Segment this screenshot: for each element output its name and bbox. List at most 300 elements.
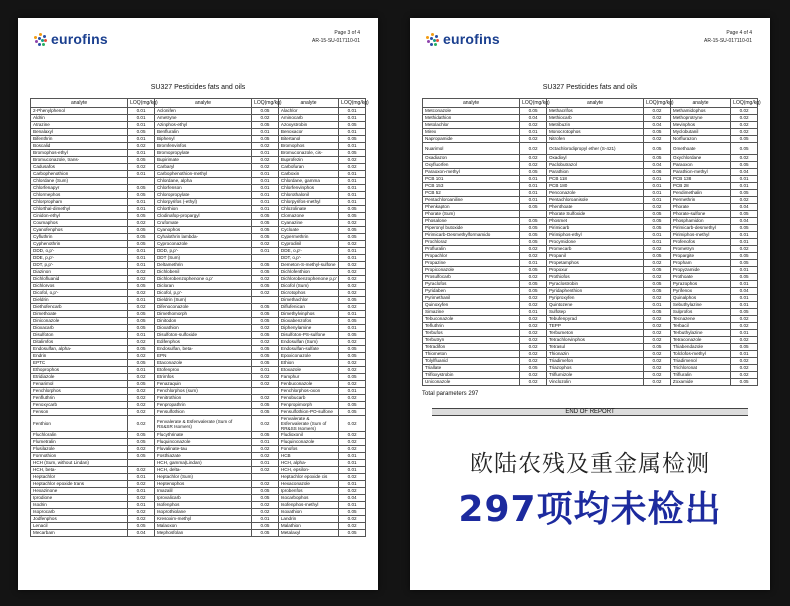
loq-cell: 0.05: [520, 239, 547, 246]
analyte-cell: Methacrifos: [546, 108, 643, 115]
analyte-cell: Chlorothalonil: [278, 192, 338, 199]
loq-cell: 0.02: [520, 253, 547, 260]
table-row: [31, 530, 366, 537]
table-row: [423, 351, 758, 358]
analyte-cell: Procymidone: [546, 239, 643, 246]
analyte-cell: Heptachlor epoxide trans: [31, 481, 128, 488]
analyte-cell: Terbutryn: [423, 337, 520, 344]
loq-cell: 0.01: [520, 309, 547, 316]
loq-cell: 0.02: [128, 269, 155, 276]
column-header: analyte: [31, 99, 128, 108]
analyte-cell: Pyriproxyfen: [546, 295, 643, 302]
analyte-cell: Chlorthion: [154, 206, 251, 213]
loq-cell: 0.02: [731, 372, 758, 379]
loq-cell: 0.01: [252, 171, 279, 178]
analyte-cell: Fenchlorphos (sum): [154, 388, 251, 395]
loq-cell: 0.05: [339, 213, 366, 220]
loq-cell: 0.02: [644, 330, 671, 337]
loq-cell: 0.02: [520, 274, 547, 281]
loq-cell: 0.05: [644, 129, 671, 136]
loq-cell: 0.05: [128, 318, 155, 325]
table-row: [423, 246, 758, 253]
analyte-cell: Cinidon-ethyl: [31, 213, 128, 220]
analyte-cell: Paclobutrazol: [546, 162, 643, 169]
loq-cell: 0.05: [128, 381, 155, 388]
analyte-cell: Dichlorobenzophenone o,p': [154, 276, 251, 283]
analyte-cell: Terbumeton: [546, 330, 643, 337]
analyte-cell: Terbufos: [423, 330, 520, 337]
analyte-cell: DDT, p,p'-: [31, 262, 128, 269]
loq-cell: 0.02: [128, 164, 155, 171]
analyte-cell: DDE, p,p'-: [31, 255, 128, 262]
logo-text: eurofins: [51, 31, 108, 47]
loq-cell: 0.05: [252, 402, 279, 409]
analyte-cell: Endosulfan (Sum): [278, 339, 338, 346]
analyte-cell: Propoxur: [546, 267, 643, 274]
analyte-cell: Fenpropimorph: [278, 402, 338, 409]
analyte-cell: Oxadixyl: [546, 155, 643, 162]
page-info: [704, 30, 752, 45]
loq-cell: 0.02: [339, 516, 366, 523]
analyte-cell: Oxychlordane: [670, 155, 730, 162]
loq-cell: 0.01: [128, 367, 155, 374]
loq-cell: 0.01: [520, 190, 547, 197]
loq-cell: 0.02: [520, 379, 547, 386]
loq-cell: 0.02: [520, 302, 547, 309]
column-header: analyte: [278, 99, 338, 108]
loq-cell: 0.05: [252, 523, 279, 530]
loq-cell: 0.02: [520, 246, 547, 253]
column-header: analyte: [546, 99, 643, 108]
loq-cell: 0.05: [644, 288, 671, 295]
loq-cell: 0.01: [128, 332, 155, 339]
table-row: [423, 295, 758, 302]
loq-cell: 0.02: [520, 323, 547, 330]
analyte-cell: Ethion: [278, 360, 338, 367]
loq-cell: 0.05: [339, 530, 366, 537]
analyte-cell: Fenchlorphos-oxon: [278, 388, 338, 395]
analyte-cell: Cyfluthrin: [31, 234, 128, 241]
table-row: [423, 337, 758, 344]
loq-cell: 0.02: [252, 374, 279, 381]
loq-cell: 0.01: [644, 190, 671, 197]
table-row: [31, 453, 366, 460]
analyte-cell: Cyhalothrin lambda-: [154, 234, 251, 241]
loq-cell: 0.05: [339, 206, 366, 213]
table-row: [423, 379, 758, 386]
analyte-cell: Bromuconazole, cis-: [278, 150, 338, 157]
loq-cell: 0.02: [644, 295, 671, 302]
analyte-cell: Permethrin: [670, 197, 730, 204]
analyte-cell: Pyrifenox: [670, 288, 730, 295]
table-row: [31, 136, 366, 143]
loq-cell: 0.02: [339, 395, 366, 402]
loq-cell: 0.01: [339, 192, 366, 199]
analyte-cell: Isodrin: [31, 502, 128, 509]
loq-cell: 0.01: [339, 143, 366, 150]
table-row: [31, 234, 366, 241]
analyte-cell: Ametryne: [154, 115, 251, 122]
analyte-cell: Chlordane (Sum): [31, 178, 128, 185]
analyte-cell: Pirimicarb-desmethyl: [670, 225, 730, 232]
analyte-cell: Fludioxonil: [278, 432, 338, 439]
analyte-cell: Kresoxim-methyl: [154, 516, 251, 523]
table-row: [31, 122, 366, 129]
analyte-cell: Mevinphos: [670, 122, 730, 129]
analyte-cell: Boscalid: [31, 143, 128, 150]
analyte-cell: Lenacil: [31, 523, 128, 530]
table-row: [31, 409, 366, 416]
analyte-cell: Mephosfolan: [154, 530, 251, 537]
loq-cell: 0.05: [252, 108, 279, 115]
loq-cell: 0.05: [644, 267, 671, 274]
analyte-cell: Imazalil: [154, 488, 251, 495]
loq-cell: 0.01: [128, 115, 155, 122]
analyte-cell: Crufomate: [154, 220, 251, 227]
analyte-cell: Fenvalerate & Esfenvalerate (Sum of RS&SR Isomers): [154, 416, 251, 432]
table-row: [423, 108, 758, 115]
loq-cell: 0.02: [731, 122, 758, 129]
table-row: [423, 365, 758, 372]
loq-cell: 0.05: [128, 157, 155, 164]
table-row: [31, 439, 366, 446]
loq-cell: 0.02: [520, 122, 547, 129]
analyte-cell: Metribuzin: [546, 122, 643, 129]
analyte-cell: Tebufenpyrad: [546, 316, 643, 323]
analyte-cell: Methoprotryne: [670, 115, 730, 122]
document-title: SU327 Pesticides fats and oils: [542, 84, 638, 91]
table-row: [31, 446, 366, 453]
table-row: [31, 339, 366, 346]
analyte-cell: Terbacil: [670, 323, 730, 330]
loq-cell: 0.01: [731, 183, 758, 190]
loq-cell: 0.02: [128, 388, 155, 395]
loq-cell: 0.02: [339, 488, 366, 495]
analyte-cell: Pyraclostrobin: [546, 281, 643, 288]
loq-cell: 0.02: [520, 337, 547, 344]
loq-cell: 0.02: [128, 374, 155, 381]
analyte-cell: Isoprocarb: [31, 509, 128, 516]
loq-cell: 0.01: [252, 199, 279, 206]
pesticide-table: [422, 98, 761, 386]
loq-cell: 0.05: [731, 253, 758, 260]
analyte-cell: Dichlobenil: [154, 269, 251, 276]
loq-cell: 0.01: [731, 351, 758, 358]
table-row: [31, 353, 366, 360]
loq-cell: 0.05: [644, 143, 671, 155]
loq-cell: 0.02: [339, 241, 366, 248]
analyte-cell: Diniconazole: [31, 318, 128, 325]
analyte-cell: Quinoxyfen: [423, 302, 520, 309]
loq-cell: 0.01: [731, 267, 758, 274]
analyte-cell: Prochloraz: [423, 239, 520, 246]
loq-cell: 0.05: [252, 220, 279, 227]
analyte-cell: Endrin: [31, 353, 128, 360]
table-row: [31, 460, 366, 467]
analyte-cell: HCB: [278, 453, 338, 460]
table-row: [31, 157, 366, 164]
table-row: [423, 218, 758, 225]
eurofins-logo: [34, 31, 108, 47]
loq-cell: 0.01: [252, 129, 279, 136]
analyte-cell: PCB 138: [670, 176, 730, 183]
analyte-cell: Propargite: [670, 253, 730, 260]
analyte-cell: Norflurazon: [670, 136, 730, 143]
analyte-cell: Isocarbophos: [278, 495, 338, 502]
loq-cell: 0.05: [128, 439, 155, 446]
analyte-cell: PCB 180: [546, 183, 643, 190]
loq-cell: 0.05: [252, 269, 279, 276]
loq-cell: 0.02: [731, 129, 758, 136]
page-label: Page 3 of 4: [334, 30, 360, 36]
table-row: [31, 488, 366, 495]
analyte-cell: Pyridaben: [423, 288, 520, 295]
loq-cell: 0.02: [339, 269, 366, 276]
loq-cell: 0.02: [252, 241, 279, 248]
loq-cell: 0.04: [731, 204, 758, 211]
analyte-cell: HCH, alpha-: [278, 460, 338, 467]
page-label: Page 4 of 4: [726, 30, 752, 36]
loq-cell: 0.02: [128, 516, 155, 523]
table-row: [31, 360, 366, 367]
loq-cell: 0.05: [339, 409, 366, 416]
analyte-cell: Octachlorodipropyl ether (S-421): [546, 143, 643, 155]
analyte-cell: Triallate: [423, 365, 520, 372]
loq-cell: 0.05: [252, 318, 279, 325]
loq-cell: [252, 255, 279, 262]
loq-cell: 0.02: [339, 304, 366, 311]
analyte-cell: Cyprodinil: [278, 241, 338, 248]
loq-cell: 0.02: [731, 246, 758, 253]
loq-cell: 0.02: [128, 353, 155, 360]
table-row: [31, 115, 366, 122]
analyte-cell: Diazinon: [31, 269, 128, 276]
loq-cell: 0.01: [644, 183, 671, 190]
loq-cell: 0.02: [252, 276, 279, 283]
analyte-cell: Benalaxyl: [31, 129, 128, 136]
analyte-cell: Etoxazole: [278, 367, 338, 374]
table-row: [31, 304, 366, 311]
table-row: [423, 197, 758, 204]
loq-cell: 0.02: [644, 379, 671, 386]
analyte-cell: Fenoxycarb: [31, 402, 128, 409]
loq-cell: 0.02: [520, 155, 547, 162]
analyte-cell: Prothiofos: [546, 274, 643, 281]
loq-cell: 0.02: [731, 155, 758, 162]
table-row: [423, 143, 758, 155]
analyte-cell: DDT, o,p'-: [278, 255, 338, 262]
analyte-cell: Paraoxon: [670, 162, 730, 169]
analyte-cell: Dioxabenzofos: [278, 318, 338, 325]
analyte-cell: Promecarb: [546, 246, 643, 253]
loq-cell: 0.01: [731, 330, 758, 337]
analyte-cell: Fonofos: [278, 446, 338, 453]
loq-cell: 0.05: [128, 283, 155, 290]
loq-cell: 0.01: [339, 481, 366, 488]
loq-cell: 0.01: [339, 115, 366, 122]
analyte-cell: Pirimiphos-methyl: [670, 232, 730, 239]
table-row: [31, 199, 366, 206]
analyte-cell: Fensulfothion-PO-sulfone: [278, 409, 338, 416]
loq-cell: 0.02: [731, 358, 758, 365]
loq-cell: 0.01: [339, 467, 366, 474]
table-row: [31, 381, 366, 388]
loq-cell: 0.02: [339, 439, 366, 446]
analyte-cell: Bromophos: [278, 143, 338, 150]
loq-cell: 0.05: [644, 281, 671, 288]
loq-cell: 0.04: [339, 495, 366, 502]
analyte-cell: Metolachlor: [423, 122, 520, 129]
loq-cell: 0.05: [252, 122, 279, 129]
loq-cell: 0.02: [252, 509, 279, 516]
loq-cell: 0.02: [520, 295, 547, 302]
table-row: [31, 129, 366, 136]
analyte-cell: Propazine: [423, 260, 520, 267]
loq-cell: 0.05: [252, 227, 279, 234]
analyte-cell: Endosulfan, alpha-: [31, 346, 128, 353]
loq-cell: 0.05: [128, 213, 155, 220]
loq-cell: 0.02: [252, 164, 279, 171]
loq-cell: 0.02: [339, 432, 366, 439]
loq-cell: [128, 460, 155, 467]
analyte-cell: Piperonyl butoxide: [423, 225, 520, 232]
analyte-cell: Jodfenphos: [31, 516, 128, 523]
table-row: [423, 302, 758, 309]
analyte-cell: EPN: [154, 353, 251, 360]
analyte-cell: Hexaconazole: [278, 481, 338, 488]
loq-cell: 0.02: [128, 402, 155, 409]
loq-cell: 0.01: [339, 388, 366, 395]
loq-cell: 0.05: [252, 136, 279, 143]
loq-cell: 0.01: [644, 239, 671, 246]
analyte-cell: Carbophenothion: [31, 171, 128, 178]
loq-cell: 0.04: [731, 169, 758, 176]
loq-cell: 0.02: [252, 157, 279, 164]
analyte-cell: Pentachloroaniline: [423, 197, 520, 204]
analyte-cell: Cyanofenphos: [31, 227, 128, 234]
analyte-cell: Metalaxyl: [278, 530, 338, 537]
loq-cell: 0.05: [339, 234, 366, 241]
loq-cell: 0.05: [128, 453, 155, 460]
loq-cell: 0.02: [339, 276, 366, 283]
analyte-cell: Profluralin: [423, 246, 520, 253]
analyte-cell: Thiabendazole: [670, 344, 730, 351]
analyte-cell: Thiometon: [423, 351, 520, 358]
analyte-cell: Fenarimol: [31, 381, 128, 388]
loq-cell: 0.02: [644, 115, 671, 122]
analyte-cell: Prosulfocarb: [423, 274, 520, 281]
loq-cell: 0.02: [128, 339, 155, 346]
loq-cell: 0.05: [339, 136, 366, 143]
loq-cell: 0.01: [128, 502, 155, 509]
table-row: [423, 309, 758, 316]
loq-cell: [252, 388, 279, 395]
loq-cell: 0.01: [128, 199, 155, 206]
loq-cell: 0.01: [128, 136, 155, 143]
loq-cell: 0.02: [252, 502, 279, 509]
analyte-cell: Edifenphos: [154, 339, 251, 346]
analyte-cell: Dimethachlor: [278, 297, 338, 304]
loq-cell: 0.02: [339, 381, 366, 388]
loq-cell: 0.04: [520, 115, 547, 122]
analyte-cell: Fenobucarb: [278, 395, 338, 402]
table-row: [31, 192, 366, 199]
loq-cell: 0.01: [731, 176, 758, 183]
loq-cell: 0.01: [128, 171, 155, 178]
loq-cell: 0.05: [128, 192, 155, 199]
loq-cell: 0.02: [339, 339, 366, 346]
analyte-cell: Etridiazole: [31, 374, 128, 381]
loq-cell: 0.02: [339, 157, 366, 164]
analyte-cell: Phosmet: [546, 218, 643, 225]
loq-cell: 0.02: [252, 325, 279, 332]
eurofins-dots-icon: [426, 33, 439, 46]
analyte-cell: Methiocarb: [546, 115, 643, 122]
table-row: [423, 323, 758, 330]
table-row: [31, 227, 366, 234]
loq-cell: 0.01: [252, 248, 279, 255]
analyte-cell: Isofenphos: [154, 502, 251, 509]
analyte-cell: Iprodione: [31, 495, 128, 502]
loq-cell: 0.02: [128, 467, 155, 474]
loq-cell: 0.02: [252, 467, 279, 474]
analyte-cell: Sulprofos: [670, 309, 730, 316]
loq-cell: 0.02: [520, 316, 547, 323]
loq-cell: 0.02: [252, 395, 279, 402]
loq-cell: 0.02: [644, 246, 671, 253]
loq-cell: 0.01: [339, 453, 366, 460]
loq-cell: 0.02: [252, 453, 279, 460]
analyte-cell: Dicloran: [154, 283, 251, 290]
analyte-cell: Clodinafop-propargyl: [154, 213, 251, 220]
analyte-cell: Pirimicarb: [546, 225, 643, 232]
table-row: [423, 136, 758, 143]
analyte-cell: Flucythrinate: [154, 432, 251, 439]
loq-cell: 0.05: [128, 360, 155, 367]
loq-cell: 0.02: [339, 283, 366, 290]
loq-cell: 0.01: [339, 171, 366, 178]
table-row: [31, 481, 366, 488]
analyte-cell: Aminocarb: [278, 115, 338, 122]
loq-cell: 0.05: [128, 311, 155, 318]
loq-cell: 0.02: [520, 358, 547, 365]
loq-cell: [520, 211, 547, 218]
loq-cell: 0.02: [644, 274, 671, 281]
loq-cell: 0.02: [252, 339, 279, 346]
loq-cell: 0.01: [644, 302, 671, 309]
loq-cell: 0.05: [644, 211, 671, 218]
loq-cell: 0.02: [128, 446, 155, 453]
loq-cell: 0.01: [339, 460, 366, 467]
loq-cell: 0.02: [520, 136, 547, 143]
loq-cell: 0.01: [128, 474, 155, 481]
table-row: [31, 185, 366, 192]
loq-cell: 0.05: [520, 225, 547, 232]
report-page-3: [18, 18, 378, 590]
table-row: [31, 311, 366, 318]
loq-cell: 0.05: [731, 260, 758, 267]
analyte-cell: Bifenthrin: [31, 136, 128, 143]
analyte-cell: DDT (Sum): [154, 255, 251, 262]
analyte-cell: Iprobenfos: [278, 488, 338, 495]
loq-cell: 0.01: [339, 178, 366, 185]
loq-cell: [252, 297, 279, 304]
analyte-cell: Benfluralin: [154, 129, 251, 136]
loq-cell: 0.01: [339, 108, 366, 115]
analyte-cell: Phosphamidon: [670, 218, 730, 225]
analyte-cell: Dicofol (Sum): [278, 283, 338, 290]
analyte-cell: Fenazaquin: [154, 381, 251, 388]
